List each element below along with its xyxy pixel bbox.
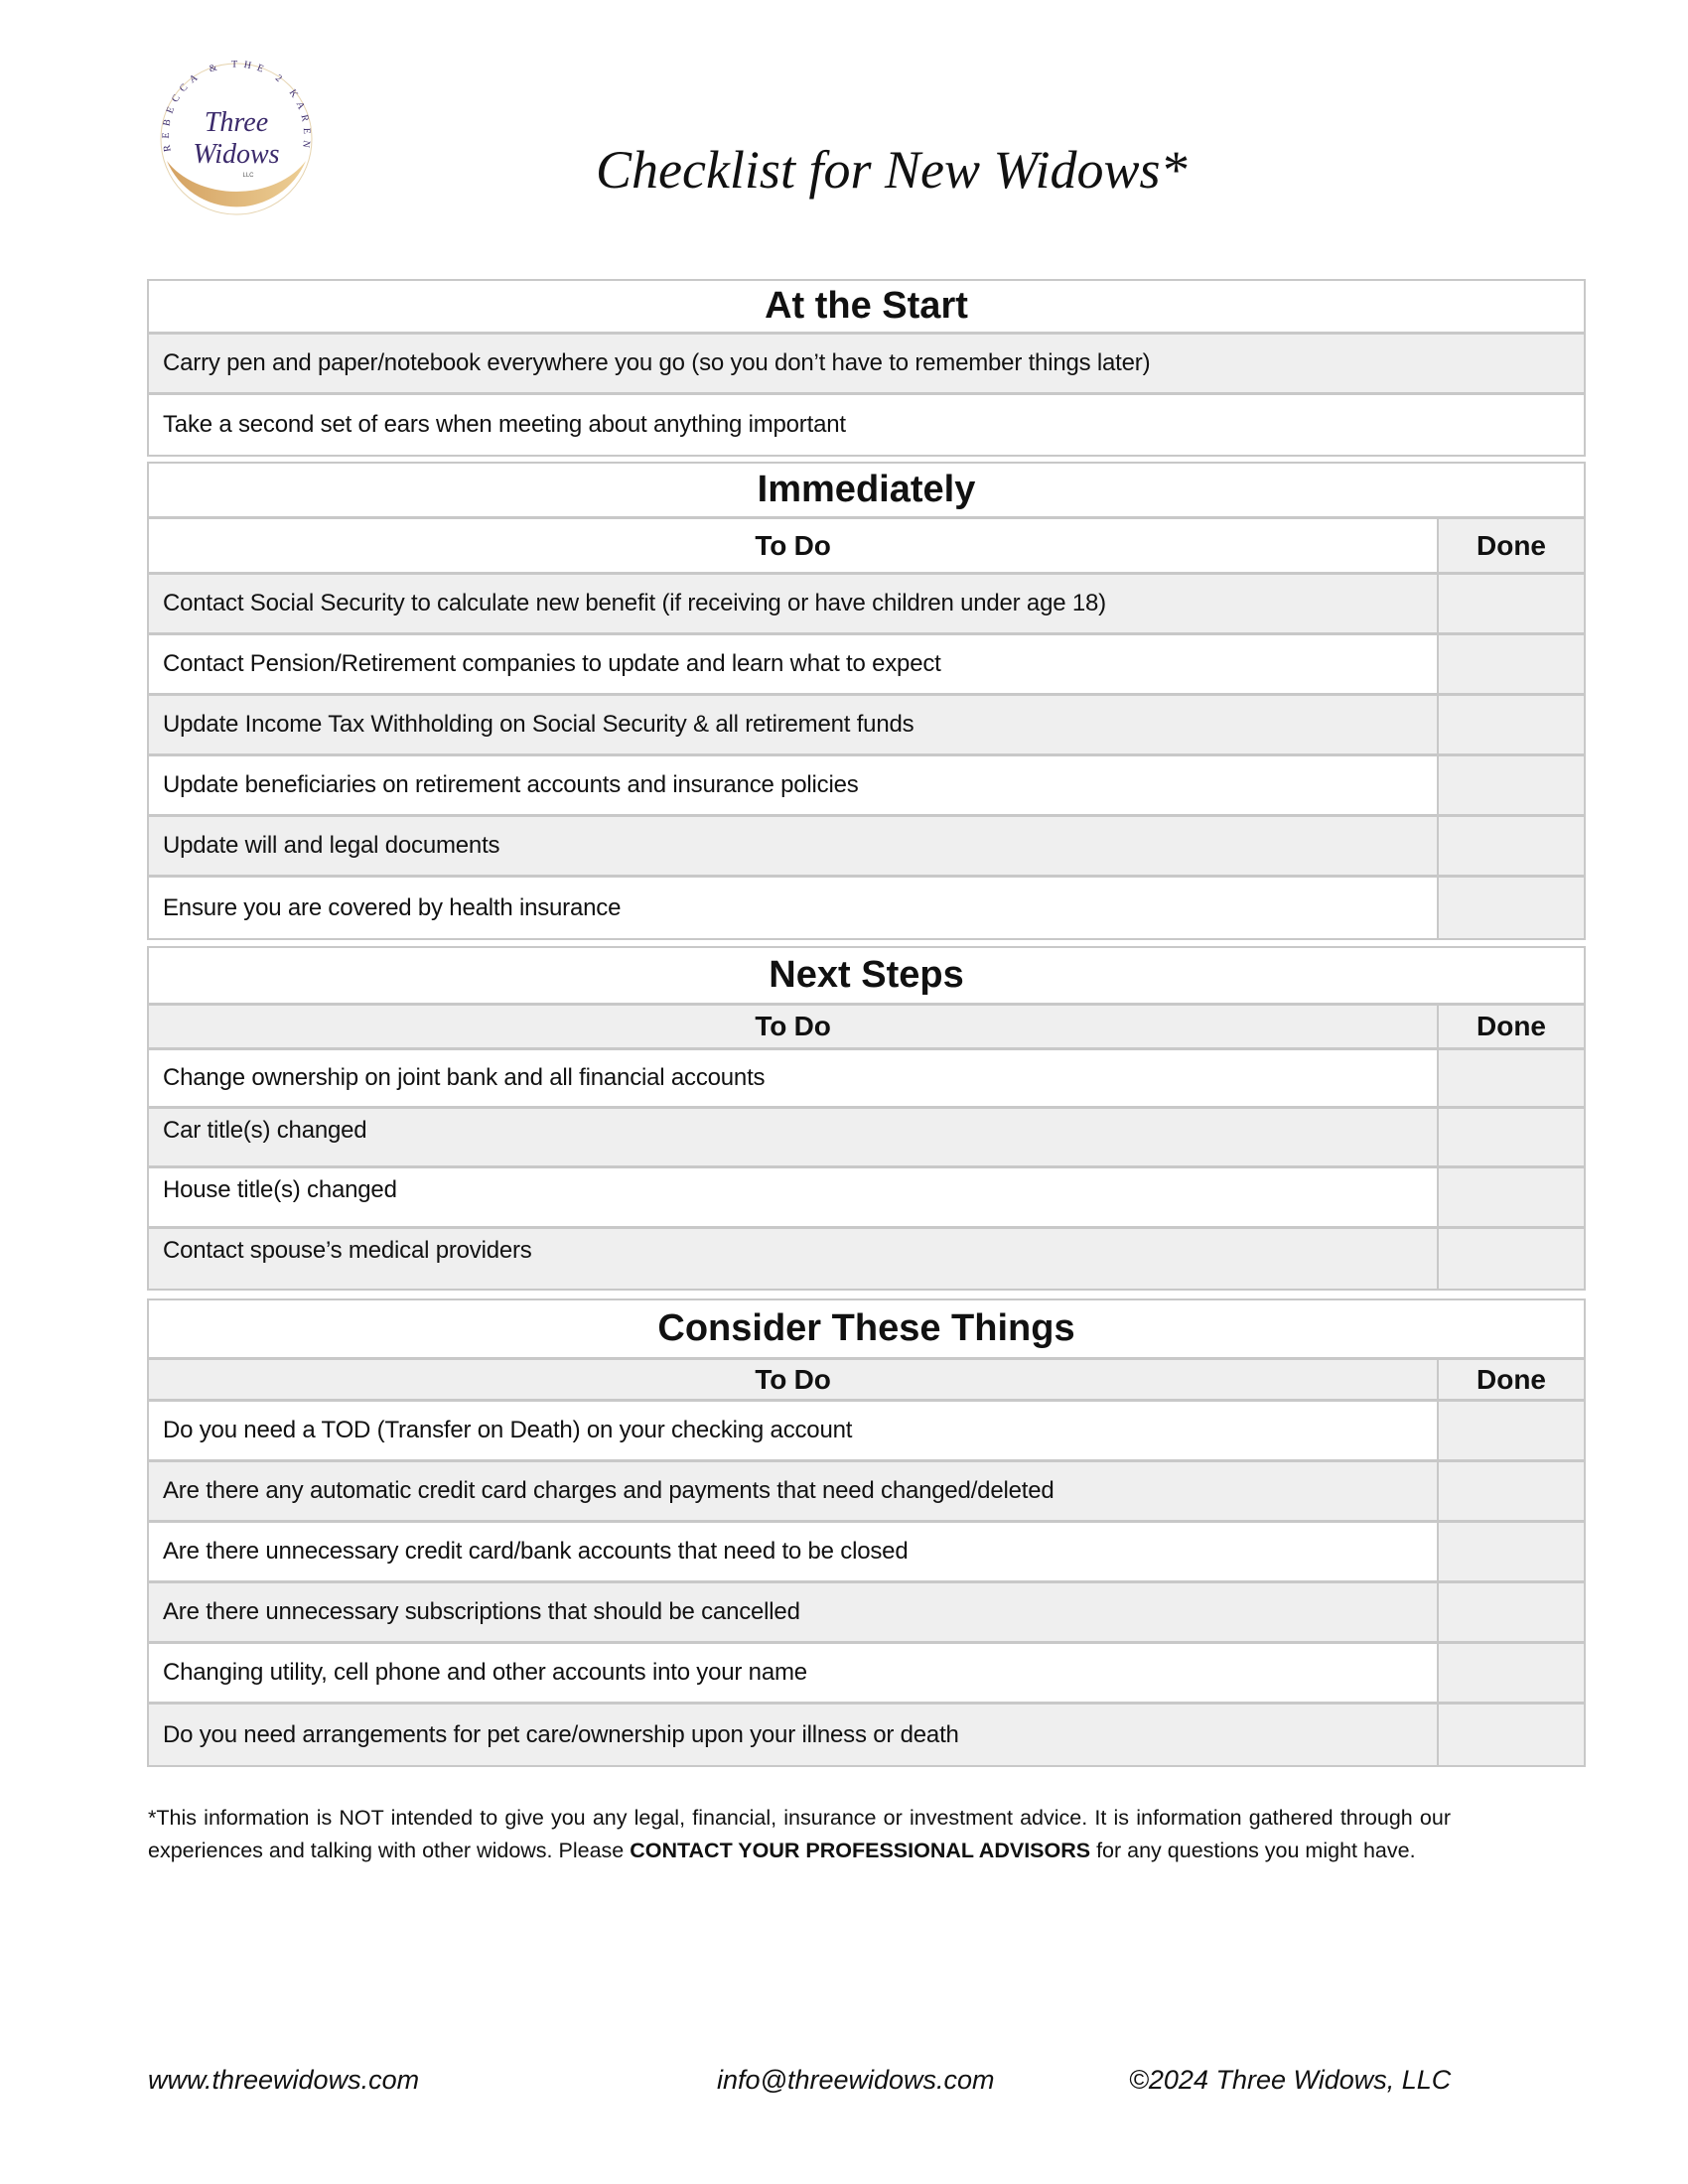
checklist-row: [149, 878, 1584, 938]
done-checkbox-cell[interactable]: [1437, 1523, 1584, 1580]
checklist-item-text: Are there unnecessary subscriptions that should be cancelled: [163, 1598, 800, 1625]
checklist-item-text: Update will and legal documents: [163, 832, 500, 859]
checklist-item-text: Are there unnecessary credit card/bank accounts that need to be closed: [163, 1538, 909, 1565]
checklist-row: [149, 756, 1584, 817]
checklist-item-text: Change ownership on joint bank and all financial accounts: [163, 1064, 766, 1091]
checklist-row: [149, 696, 1584, 756]
checklist-item-text: Changing utility, cell phone and other accounts into your name: [163, 1659, 807, 1686]
todo-header: To Do: [755, 529, 831, 561]
checklist-row: [149, 1583, 1584, 1644]
checklist-item-text: Update beneficiaries on retirement accounts and insurance policies: [163, 771, 859, 798]
svg-text:Three: Three: [204, 107, 269, 138]
done-checkbox-cell[interactable]: [1437, 1168, 1584, 1226]
footer-email[interactable]: info@threewidows.com: [717, 2065, 995, 2095]
checklist-item-text: Carry pen and paper/notebook everywhere you go (so you don’t have to remember things later): [163, 349, 1151, 376]
section-title: Next Steps: [149, 948, 1584, 1006]
checklist-row: [149, 1644, 1584, 1705]
done-checkbox-cell[interactable]: [1437, 1402, 1584, 1459]
done-checkbox-cell[interactable]: [1437, 1462, 1584, 1520]
done-header: Done: [1437, 519, 1584, 572]
column-header-row: [149, 519, 1584, 575]
done-checkbox-cell[interactable]: [1437, 878, 1584, 938]
section-title: Consider These Things: [149, 1300, 1584, 1360]
section-at-the-start: [147, 279, 1586, 457]
disclaimer-text: *This information is NOT intended to give you any legal, financial, insurance or investment advice. It is information gathered through our experiences and talking with other widows. Please: [148, 1806, 1451, 1862]
checklist-row: [149, 1402, 1584, 1462]
svg-text:LLC: LLC: [242, 173, 254, 179]
checklist-row: [149, 395, 1584, 455]
checklist-item-text: Contact Pension/Retirement companies to update and learn what to expect: [163, 650, 941, 677]
done-header: Done: [1437, 1006, 1584, 1047]
checklist-row: [149, 335, 1584, 395]
checklist-row: [149, 1705, 1584, 1765]
svg-text:Widows: Widows: [193, 139, 280, 170]
checklist-item-text: Take a second set of ears when meeting about anything important: [163, 411, 846, 438]
disclaimer-emphasis: CONTACT YOUR PROFESSIONAL ADVISORS: [630, 1839, 1091, 1862]
column-header-row: [149, 1006, 1584, 1050]
checklist-row: [149, 635, 1584, 696]
column-header-row: [149, 1360, 1584, 1402]
done-checkbox-cell[interactable]: [1437, 1229, 1584, 1289]
checklist-item-text: Update Income Tax Withholding on Social Security & all retirement funds: [163, 711, 914, 738]
checklist-row: [149, 1109, 1584, 1168]
section-title: Immediately: [149, 464, 1584, 519]
checklist-item-text: Do you need a TOD (Transfer on Death) on your checking account: [163, 1417, 853, 1443]
todo-header: To Do: [755, 1011, 831, 1041]
checklist-item-text: Are there any automatic credit card charges and payments that need changed/deleted: [163, 1477, 1055, 1504]
footer-website[interactable]: www.threewidows.com: [148, 2065, 420, 2095]
done-checkbox-cell[interactable]: [1437, 696, 1584, 753]
checklist-item-text: Car title(s) changed: [163, 1117, 367, 1144]
checklist-item-text: Do you need arrangements for pet care/ownership upon your illness or death: [163, 1720, 959, 1748]
checklist-item-text: Contact spouse’s medical providers: [163, 1237, 532, 1264]
checklist-row: [149, 1050, 1584, 1109]
todo-header: To Do: [755, 1363, 831, 1395]
done-checkbox-cell[interactable]: [1437, 756, 1584, 814]
checklist-item-text: Ensure you are covered by health insurance: [163, 893, 622, 921]
done-checkbox-cell[interactable]: [1437, 1050, 1584, 1106]
section-next-steps: [147, 946, 1586, 1291]
done-checkbox-cell[interactable]: [1437, 817, 1584, 875]
svg-text:REBECCA & THE 2 KARENS: REBECCA & THE 2 KAREN: [160, 59, 313, 155]
done-header: Done: [1437, 1360, 1584, 1399]
checklist-row: [149, 1229, 1584, 1289]
checklist-row: [149, 1523, 1584, 1583]
done-checkbox-cell[interactable]: [1437, 1644, 1584, 1702]
done-checkbox-cell[interactable]: [1437, 1583, 1584, 1641]
done-checkbox-cell[interactable]: [1437, 575, 1584, 632]
checklist-item-text: House title(s) changed: [163, 1176, 397, 1203]
footer-copyright: ©2024 Three Widows, LLC: [1129, 2065, 1452, 2095]
checklist-row: [149, 1462, 1584, 1523]
checklist-row: [149, 1168, 1584, 1229]
three-widows-logo: [149, 52, 324, 220]
checklist-row: [149, 817, 1584, 878]
page-title: Checklist for New Widows*: [596, 140, 1188, 200]
done-checkbox-cell[interactable]: [1437, 1705, 1584, 1765]
section-title: At the Start: [149, 281, 1584, 335]
disclaimer: [148, 1802, 1451, 1867]
section-consider-these-things: [147, 1298, 1586, 1767]
disclaimer-text-end: for any questions you might have.: [1090, 1839, 1416, 1862]
done-checkbox-cell[interactable]: [1437, 635, 1584, 693]
done-checkbox-cell[interactable]: [1437, 1109, 1584, 1165]
checklist-item-text: Contact Social Security to calculate new benefit (if receiving or have children under age 18): [163, 590, 1106, 616]
section-immediately: [147, 462, 1586, 940]
checklist-row: [149, 575, 1584, 635]
